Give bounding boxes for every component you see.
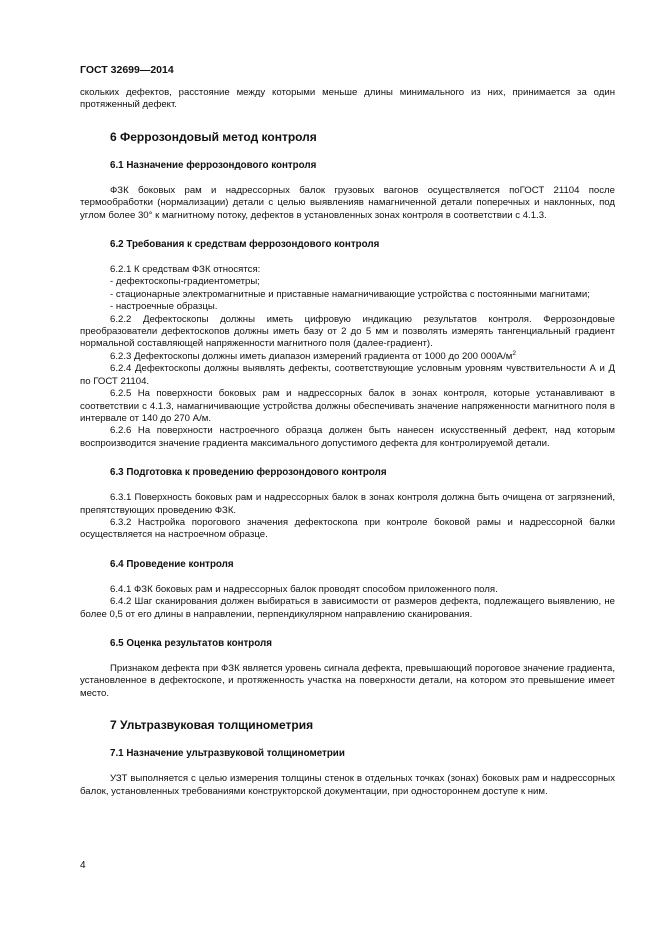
clause-6-2-5: 6.2.5 На поверхности боковых рам и надрессорных балок в зонах контроля, которые устанавливают в соответствии с 4.1.3, намагничивающие устройства должны обеспечивать значение напряженности магнитного поля в интервале от 140 до 270 А/м. xyxy=(80,388,615,424)
clause-6-4-1: 6.4.1 ФЗК боковых рам и надрессорных балок проводят способом приложенного поля. xyxy=(110,583,498,595)
section-7-1-paragraph: УЗТ выполняется с целью измерения толщины стенок в отдельных точках (зонах) боковых рам и надрессорных балок, установленных требованиями конструкторской документации, при одностороннем доступе к ним. xyxy=(80,773,615,797)
superscript-2: 2 xyxy=(512,349,516,357)
clause-6-2-4: 6.2.4 Дефектоскопы должны выявлять дефекты, соответствующие условным уровням чувствительности А и Д по ГОСТ 21104. xyxy=(80,363,615,387)
section-7-1-title: 7.1 Назначение ультразвуковой толщинометрии xyxy=(110,748,345,760)
section-6-1-title: 6.1 Назначение феррозондового контроля xyxy=(110,159,317,171)
clause-6-3-1: 6.3.1 Поверхность боковых рам и надрессорных балок в зонах контроля должна быть очищена от загрязнений, препятствующих проведению ФЗК. xyxy=(80,492,615,516)
clause-6-2-2: 6.2.2 Дефектоскопы должны иметь цифровую индикацию результатов контроля. Феррозондовые преобразователи дефектоскопов должны иметь базу от 2 до 5 мм и позволять измерять тангенциальный градиент нормальной составляющей напряженности магнитного поля (далее-градиент). xyxy=(80,313,615,350)
section-6-1-paragraph: ФЗК боковых рам и надрессорных балок грузовых вагонов осуществляется поГОСТ 21104 после термообработки (нормализации) детали с целью выявленияв намагниченной детали поперечных и наклонных, под углом более 30° к магнитному потоку, дефектов в установленных зонах контроля в соответствии с 4.1.3. xyxy=(80,184,615,221)
page-number: 4 xyxy=(80,860,86,871)
clause-6-2-3-text: 6.2.3 Дефектоскопы должны иметь диапазон измерений градиента от 1000 до 200 000А/м xyxy=(110,350,513,362)
clause-6-4-2: 6.4.2 Шаг сканирования должен выбираться в зависимости от размеров дефекта, подлежащего выявлению, не более 0,5 от его длины в направлении, перпендикулярном направлению сканирования. xyxy=(80,596,615,620)
intro-paragraph: скольких дефектов, расстояние между которыми меньше длины минимального из них, принимается за один протяженный дефект. xyxy=(80,87,615,111)
clause-6-2-6: 6.2.6 На поверхности настроечного образца должен быть нанесен искусственный дефект, над которым воспроизводится значение градиента максимального допустимого дефекта для контролируемой детали. xyxy=(80,425,615,449)
clause-6-2-1: 6.2.1 К средствам ФЗК относятся: xyxy=(110,264,261,276)
list-item-reference-samples: - настроечные образцы. xyxy=(110,301,218,313)
page-content xyxy=(80,87,615,798)
list-item-flaw-detectors: - дефектоскопы-градиентометры; xyxy=(110,276,260,288)
page-header: ГОСТ 32699—2014 xyxy=(80,64,174,76)
section-6-5-title: 6.5 Оценка результатов контроля xyxy=(110,637,272,649)
section-6-title: 6 Феррозондовый метод контроля xyxy=(110,129,317,144)
list-item-magnetizing-devices: - стационарные электромагнитные и приставные намагничивающие устройства с постоянными магнитами; xyxy=(110,288,590,300)
section-6-4-title: 6.4 Проведение контроля xyxy=(110,558,234,570)
section-7-title: 7 Ультразвуковая толщинометрия xyxy=(110,718,314,733)
section-6-2-title: 6.2 Требования к средствам феррозондового контроля xyxy=(110,239,380,251)
section-6-5-paragraph: Признаком дефекта при ФЗК является уровень сигнала дефекта, превышающий пороговое значение градиента, установленное в дефектоскопе, и протяженность участка на поверхности детали, на котором это превышение имеет место. xyxy=(80,662,615,699)
clause-6-2-3 xyxy=(80,351,615,363)
clause-6-3-2: 6.3.2 Настройка порогового значения дефектоскопа при контроле боковой рамы и надрессорной балки осуществляется на настроечном образце. xyxy=(80,516,615,541)
section-6-3-title: 6.3 Подготовка к проведению феррозондового контроля xyxy=(110,467,387,479)
